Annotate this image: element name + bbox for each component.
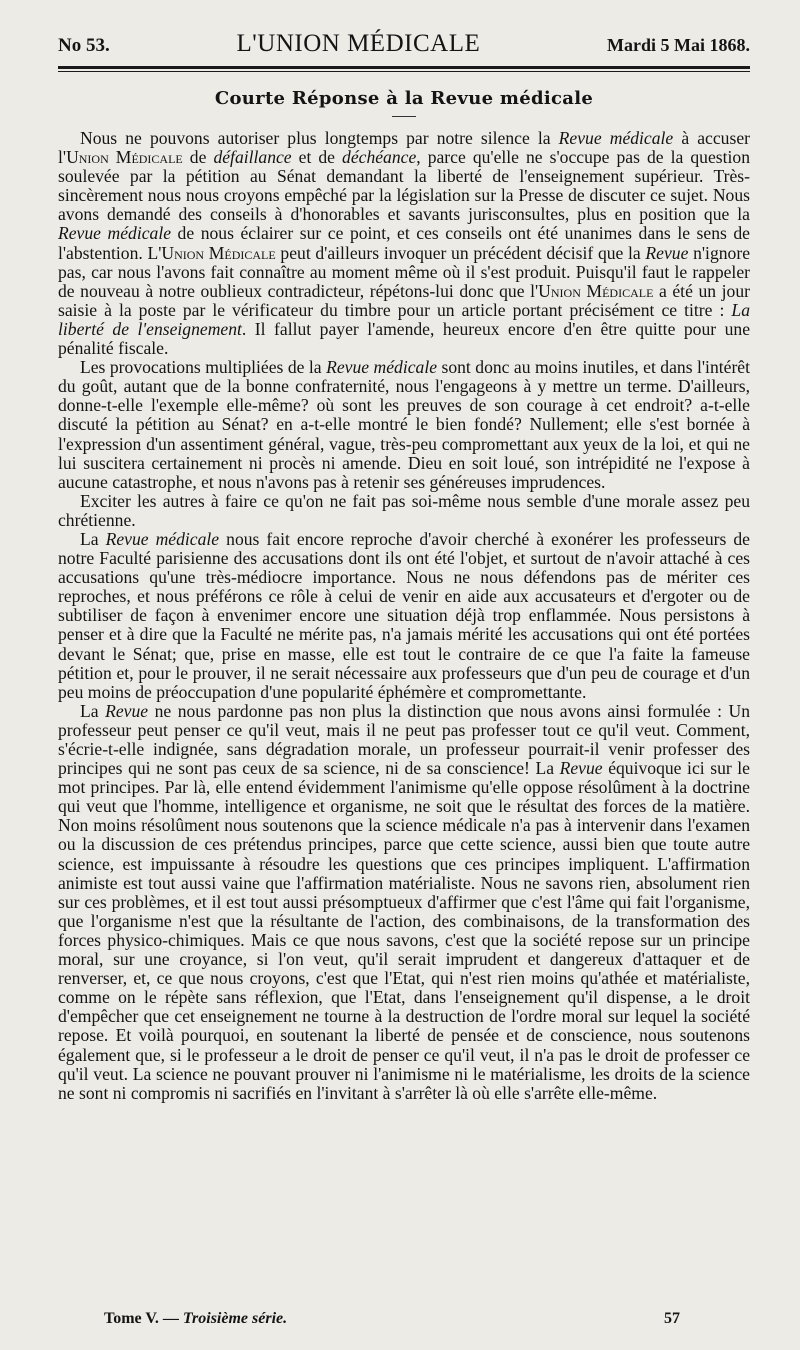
article-paragraph <box>58 530 750 702</box>
italic-run: Revue médicale <box>58 223 172 244</box>
article-paragraph <box>58 492 750 530</box>
article-paragraph <box>58 702 750 1103</box>
article-title: Courte Réponse à la Revue médicale <box>214 88 594 109</box>
header-rule-thick <box>58 66 750 69</box>
footer-tome <box>104 1310 287 1328</box>
small-caps-run: Union Médicale <box>66 147 183 168</box>
text-run: peut d'ailleurs invoquer un précédent décisif que la <box>275 242 646 263</box>
text-run: de <box>182 147 214 168</box>
tome-label: Tome V. — <box>104 1310 179 1327</box>
small-caps-run: Union Médicale <box>538 280 654 301</box>
text-run: a été un jour saisie à la poste par le vérificateur du timbre pour un article portant précisément ce titre : <box>58 280 750 320</box>
small-caps-run: Union Médicale <box>161 242 276 263</box>
text-run: La <box>80 528 106 549</box>
text-run: de nous éclairer sur ce point, et ces conseils ont été unanimes dans le sens de l'abstention. L' <box>58 223 750 263</box>
article-paragraph <box>58 129 750 358</box>
text-run: n'ignore pas, car nous l'avons fait connaître au moment même où il s'est produit. Puisqu'il faut le rappeler de nouveau à notre oublieux contradicteur, répétons-lui donc que l' <box>58 242 751 301</box>
italic-run: Revue <box>645 242 689 263</box>
italic-run: Revue médicale <box>326 357 438 378</box>
article-paragraph <box>58 358 750 492</box>
italic-run: Revue médicale <box>105 528 220 549</box>
text-run: et de <box>291 147 343 168</box>
series-label: Troisième série. <box>182 1310 288 1327</box>
italic-run: Revue médicale <box>558 128 674 148</box>
text-run: , parce qu'elle ne s'occupe pas de la question soulevée par la pétition au Sénat demandant la liberté de l'enseignement supérieur. Très-sincèrement nous nous croyons empêché par la législation sur la Presse de discuter ce sujet. Nous avons demandé des conseils à d'honorables et savants jurisconsultes, plus en position que la <box>58 147 750 225</box>
running-head <box>58 30 750 60</box>
text-run: Les provocations multipliées de la <box>80 357 327 378</box>
text-run: ne nous pardonne pas non plus la distinction que nous avons ainsi formulée : Un professeur peut penser ce qu'il veut, mais il ne peut pas professer tout ce qu'il veut. Comment, s'écrie-t-elle indignée, sans dégradation morale, un professeur pourrait-il venir professer des principes qui ne sont pas ceux de sa science, ni de sa conscience! La <box>58 700 750 779</box>
page-footer <box>104 1310 680 1328</box>
text-run: . Il fallut payer l'amende, heureux encore d'en être quitte pour une pénalité fiscale. <box>58 318 751 359</box>
header-rule-thin <box>58 71 750 72</box>
text-run: Exciter les autres à faire ce qu'on ne fait pas soi-même nous semble d'une morale assez peu chrétienne. <box>58 490 750 530</box>
text-run: nous fait encore reproche d'avoir cherché à exonérer les professeurs de notre Faculté parisienne des accusations dont ils ont été l'objet, et surtout de n'avoir attaché à ces accusations qu'une très-médiocre importance. Nous ne nous défendons pas de mériter ces reproches, et nous préférons ce rôle à celui de venir en aide aux accusateurs et d'ergoter ou de subtiliser de façon à envenimer encore une situation déjà trop enflammée. Nous persistons à penser et à dire que la Faculté ne mérite pas, n'a jamais mérité les accusations qui ont été portées devant le Sénat; que, prise en masse, elle est tout le contraire de ce que l'a faite la fameuse pétition et, pour le prouver, il ne serait nécessaire aux professeurs que d'un peu de courage et d'un peu moins de préoccupation d'une popularité éphémère et compromettante. <box>58 528 750 702</box>
article-body <box>58 129 750 1103</box>
italic-run: La liberté de l'enseignement <box>58 299 750 339</box>
italic-run: Revue <box>105 700 149 721</box>
issue-number: No 53. <box>58 35 110 56</box>
text-run: à accuser l' <box>58 128 750 168</box>
text-run: sont donc au moins inutiles, et dans l'intérêt du goût, autant que de la bonne confraternité, nous l'engageons à y mettre un terme. D'ailleurs, donne-t-elle l'exemple elle-même? où sont les preuves de son courage à cet endroit? a-t-elle discuté la pétition au Sénat? en a-t-elle montré le bien fondé? Nullement; elle s'est bornée à l'expression d'un assentiment général, vague, très-peu compromettant aux yeux de la loi, et qui ne lui suscitera certainement ni procès ni amende. Dieu en soit loué, son intrépidité ne l'expose à aucune catastrophe, et nous n'avons pas à retenir ses généreuses imprudences. <box>58 357 750 492</box>
italic-run: Revue <box>559 758 603 779</box>
text-run: Nous ne pouvons autoriser plus longtemps par notre silence la <box>80 128 559 148</box>
italic-run: défaillance <box>213 147 292 168</box>
issue-date: Mardi 5 Mai 1868. <box>607 35 750 55</box>
title-divider <box>392 116 416 117</box>
page-number: 57 <box>664 1310 680 1327</box>
text-run: équivoque ici sur le mot principes. Par là, elle entend évidemment l'animisme qu'elle oppose résolûment à la doctrine qui veut que l'homme, intelligence et organisme, ne soit que le résultat des forces de la matière. Non moins résolûment nous soutenons que la science médicale n'a pas à intervenir dans l'examen ou la discussion de ces prétendus principes, parce que cette science, aussi bien que toute autre science, est impuissante à résoudre les questions que ces principes impliquent. L'affirmation animiste est tout aussi vaine que l'affirmation matérialiste. Nous ne savons rien, absolument rien sur ces problèmes, et il est tout aussi présomptueux d'affirmer que c'est l'âme qui fait l'organisme, que l'organisme n'est que la résultante de l'action, des combinaisons, de la transformation des forces physico-chimiques. Mais ce que nous savons, c'est que la société repose sur un principe moral, sur une croyance, si l'on veut, qu'il serait imprudent et dangereux d'attaquer et de renverser, et, ce que nous croyons, c'est que l'Etat, qui n'est rien moins qu'athée et matérialiste, comme on le répète sans réflexion, que l'Etat, dans l'enseignement qu'il dispense, a le droit d'empêcher que cet enseignement ne tourne à la destruction de l'ordre moral sur lequel la société repose. Et voilà pourquoi, en soutenant la liberté de pensée et de conscience, nous soutenons également que, si le professeur a le droit de penser ce qu'il veut, il n'a pas le droit de professer ce qu'il veut. La science ne pouvant prouver ni l'animisme ni le matérialisme, les droits de la science ne sont ni compromis ni sacrifiés en l'invitant à s'arrêter là où elle s'arrête elle-même. <box>58 758 750 1103</box>
journal-title: L'UNION MÉDICALE <box>236 30 481 57</box>
text-run: La <box>80 700 106 721</box>
italic-run: déchéance <box>342 147 417 168</box>
